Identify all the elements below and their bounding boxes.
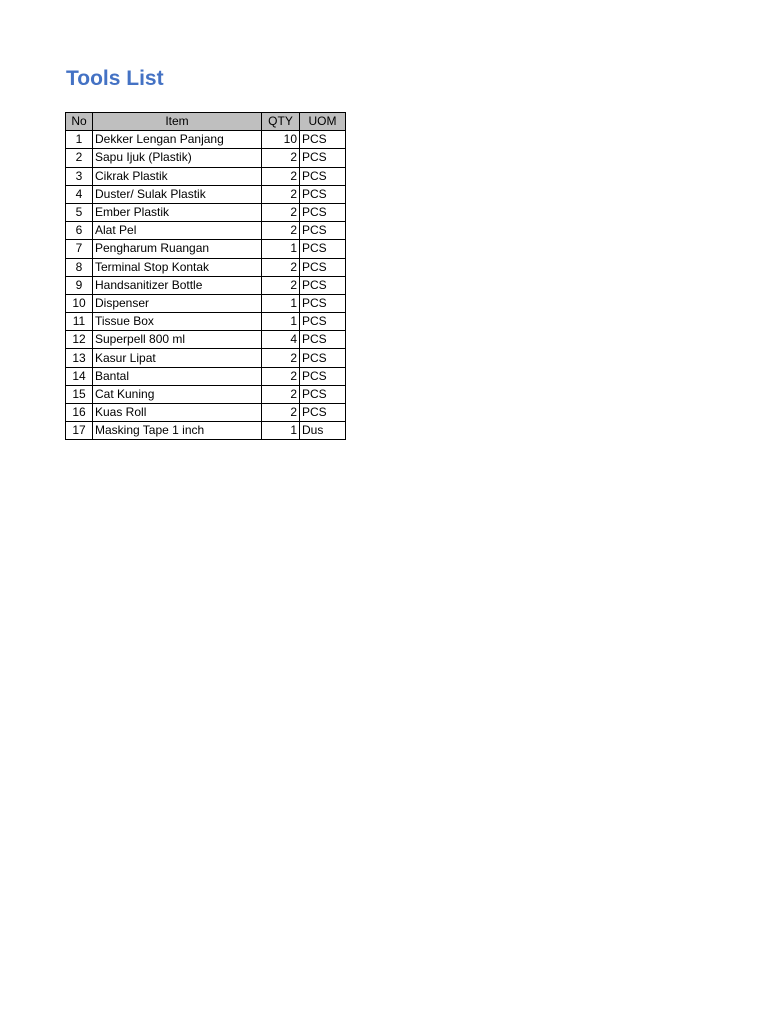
table-row — [66, 276, 346, 294]
cell-no: 9 — [66, 276, 93, 294]
page-title: Tools List — [66, 67, 164, 90]
cell-qty: 2 — [262, 167, 300, 185]
cell-no: 1 — [66, 131, 93, 149]
cell-no: 6 — [66, 222, 93, 240]
cell-qty: 10 — [262, 131, 300, 149]
table-row — [66, 422, 346, 440]
cell-uom: PCS — [300, 294, 346, 312]
cell-uom: PCS — [300, 203, 346, 221]
header-item: Item — [93, 113, 262, 131]
cell-qty: 2 — [262, 258, 300, 276]
cell-item: Kuas Roll — [93, 404, 262, 422]
table-row — [66, 385, 346, 403]
cell-item: Sapu Ijuk (Plastik) — [93, 149, 262, 167]
cell-qty: 2 — [262, 385, 300, 403]
cell-uom: PCS — [300, 404, 346, 422]
cell-uom: PCS — [300, 258, 346, 276]
table-row — [66, 149, 346, 167]
table-row — [66, 185, 346, 203]
cell-uom: PCS — [300, 385, 346, 403]
header-no: No — [66, 113, 93, 131]
cell-no: 8 — [66, 258, 93, 276]
cell-uom: PCS — [300, 367, 346, 385]
cell-item: Alat Pel — [93, 222, 262, 240]
cell-no: 12 — [66, 331, 93, 349]
cell-no: 15 — [66, 385, 93, 403]
cell-item: Handsanitizer Bottle — [93, 276, 262, 294]
header-qty: QTY — [262, 113, 300, 131]
header-row — [66, 113, 346, 131]
cell-qty: 4 — [262, 331, 300, 349]
table-header — [66, 113, 346, 131]
cell-uom: PCS — [300, 349, 346, 367]
cell-item: Duster/ Sulak Plastik — [93, 185, 262, 203]
cell-uom: PCS — [300, 222, 346, 240]
cell-no: 13 — [66, 349, 93, 367]
cell-no: 11 — [66, 313, 93, 331]
cell-qty: 2 — [262, 222, 300, 240]
table-row — [66, 313, 346, 331]
header-uom: UOM — [300, 113, 346, 131]
cell-uom: PCS — [300, 331, 346, 349]
cell-uom: PCS — [300, 240, 346, 258]
table-row — [66, 240, 346, 258]
cell-uom: PCS — [300, 313, 346, 331]
tools-table — [65, 112, 346, 440]
table-row — [66, 167, 346, 185]
table-row — [66, 404, 346, 422]
cell-qty: 2 — [262, 149, 300, 167]
cell-qty: 2 — [262, 367, 300, 385]
cell-qty: 2 — [262, 404, 300, 422]
cell-uom: Dus — [300, 422, 346, 440]
cell-no: 4 — [66, 185, 93, 203]
table-row — [66, 203, 346, 221]
cell-no: 17 — [66, 422, 93, 440]
table-row — [66, 331, 346, 349]
cell-no: 2 — [66, 149, 93, 167]
table-row — [66, 131, 346, 149]
cell-item: Bantal — [93, 367, 262, 385]
cell-no: 3 — [66, 167, 93, 185]
cell-qty: 2 — [262, 203, 300, 221]
cell-item: Ember Plastik — [93, 203, 262, 221]
cell-uom: PCS — [300, 149, 346, 167]
cell-uom: PCS — [300, 131, 346, 149]
cell-qty: 1 — [262, 422, 300, 440]
cell-item: Cikrak Plastik — [93, 167, 262, 185]
cell-no: 16 — [66, 404, 93, 422]
table-row — [66, 258, 346, 276]
cell-item: Kasur Lipat — [93, 349, 262, 367]
cell-qty: 1 — [262, 313, 300, 331]
cell-item: Superpell 800 ml — [93, 331, 262, 349]
cell-item: Pengharum Ruangan — [93, 240, 262, 258]
cell-no: 7 — [66, 240, 93, 258]
cell-item: Dispenser — [93, 294, 262, 312]
table-row — [66, 222, 346, 240]
cell-qty: 1 — [262, 240, 300, 258]
cell-item: Cat Kuning — [93, 385, 262, 403]
cell-qty: 1 — [262, 294, 300, 312]
cell-item: Masking Tape 1 inch — [93, 422, 262, 440]
table-row — [66, 294, 346, 312]
table-body — [66, 131, 346, 440]
cell-no: 5 — [66, 203, 93, 221]
table-row — [66, 349, 346, 367]
cell-item: Dekker Lengan Panjang — [93, 131, 262, 149]
cell-uom: PCS — [300, 167, 346, 185]
cell-qty: 2 — [262, 349, 300, 367]
cell-no: 14 — [66, 367, 93, 385]
cell-uom: PCS — [300, 276, 346, 294]
cell-item: Tissue Box — [93, 313, 262, 331]
cell-item: Terminal Stop Kontak — [93, 258, 262, 276]
table-row — [66, 367, 346, 385]
cell-qty: 2 — [262, 276, 300, 294]
cell-qty: 2 — [262, 185, 300, 203]
cell-uom: PCS — [300, 185, 346, 203]
cell-no: 10 — [66, 294, 93, 312]
